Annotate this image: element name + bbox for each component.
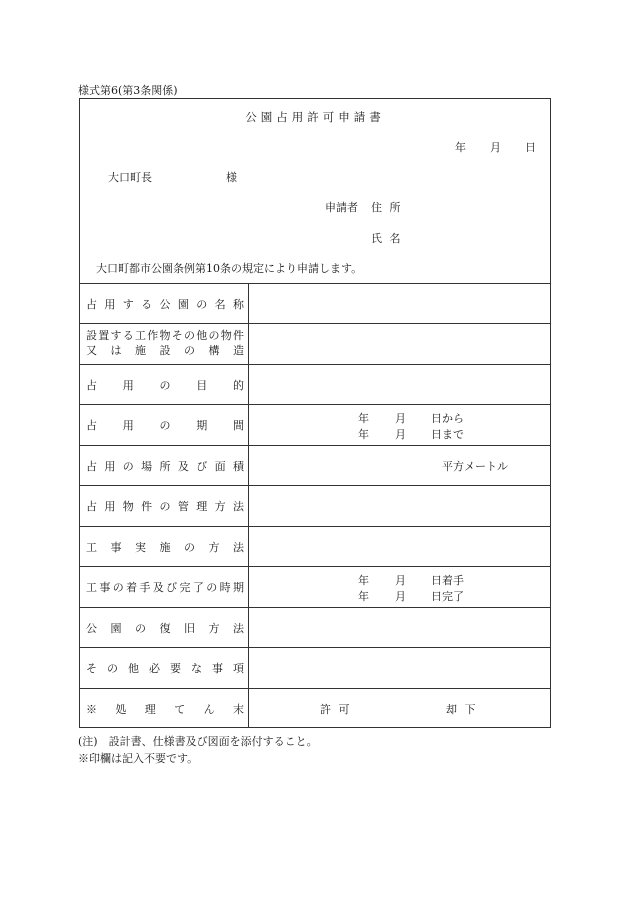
row-divider: [80, 526, 550, 527]
row-divider: [80, 647, 550, 648]
applicant-address-label: 住 所: [371, 201, 403, 214]
construction-end-month: 月: [395, 590, 406, 603]
period-to-year: 年: [358, 428, 369, 441]
period-to-day: 日まで: [431, 428, 464, 441]
row-divider: [80, 566, 550, 567]
row-label-processing: ※処理てん末: [86, 703, 244, 716]
addressee-suffix: 様: [226, 171, 237, 184]
construction-end-day: 日完了: [431, 590, 464, 603]
period-from-month: 月: [395, 412, 406, 425]
row-divider: [80, 323, 550, 324]
form-title: 公園占用許可申請書: [245, 110, 385, 124]
row-divider: [80, 445, 550, 446]
applicant-label: 申請者: [325, 201, 358, 214]
row-label-park-name: 占用する公園の名称: [86, 298, 244, 311]
date-year: 年: [455, 141, 466, 154]
row-label-period: 占用の期間: [86, 419, 244, 432]
row-label-construction-method: 工事実施の方法: [86, 541, 244, 554]
row-divider: [80, 607, 550, 608]
application-statement: 大口町都市公園条例第10条の規定により申請します。: [96, 262, 363, 275]
row-divider: [80, 364, 550, 365]
area-unit: 平方メートル: [442, 460, 508, 473]
note-attachments: (注) 設計書、仕様書及び図面を添付すること。: [78, 735, 318, 748]
row-label-construction-timing: 工事の着手及び完了の時期: [86, 581, 244, 594]
construction-start-month: 月: [395, 574, 406, 587]
period-from-year: 年: [358, 412, 369, 425]
row-label-purpose: 占用の目的: [86, 379, 244, 392]
note-asterisk: ※印欄は記入不要です。: [78, 752, 199, 765]
construction-end-year: 年: [358, 590, 369, 603]
row-divider: [80, 283, 550, 284]
date-day: 日: [525, 141, 536, 154]
application-form: [79, 98, 551, 728]
row-label-management: 占用物件の管理方法: [86, 500, 244, 513]
processing-reject: 却 下: [446, 703, 478, 716]
date-month: 月: [490, 141, 501, 154]
construction-start-day: 日着手: [431, 574, 464, 587]
row-label-location-area: 占用の場所及び面積: [86, 460, 244, 473]
row-divider: [80, 485, 550, 486]
column-divider: [248, 283, 249, 728]
form-number: 様式第6(第3条関係): [78, 84, 178, 97]
applicant-name-label: 氏 名: [371, 232, 403, 245]
period-from-day: 日から: [431, 412, 464, 425]
row-label-structure-line2: 又は施設の構造: [86, 344, 244, 357]
row-label-other: その他必要な事項: [86, 662, 244, 675]
row-divider: [80, 404, 550, 405]
construction-start-year: 年: [358, 574, 369, 587]
row-label-structure-line1: 設置する工作物その他の物件: [86, 329, 244, 342]
addressee-name: 大口町長: [108, 171, 152, 184]
period-to-month: 月: [395, 428, 406, 441]
processing-permit: 許 可: [320, 703, 352, 716]
row-divider: [80, 688, 550, 689]
row-label-restoration: 公園の復旧方法: [86, 622, 244, 635]
